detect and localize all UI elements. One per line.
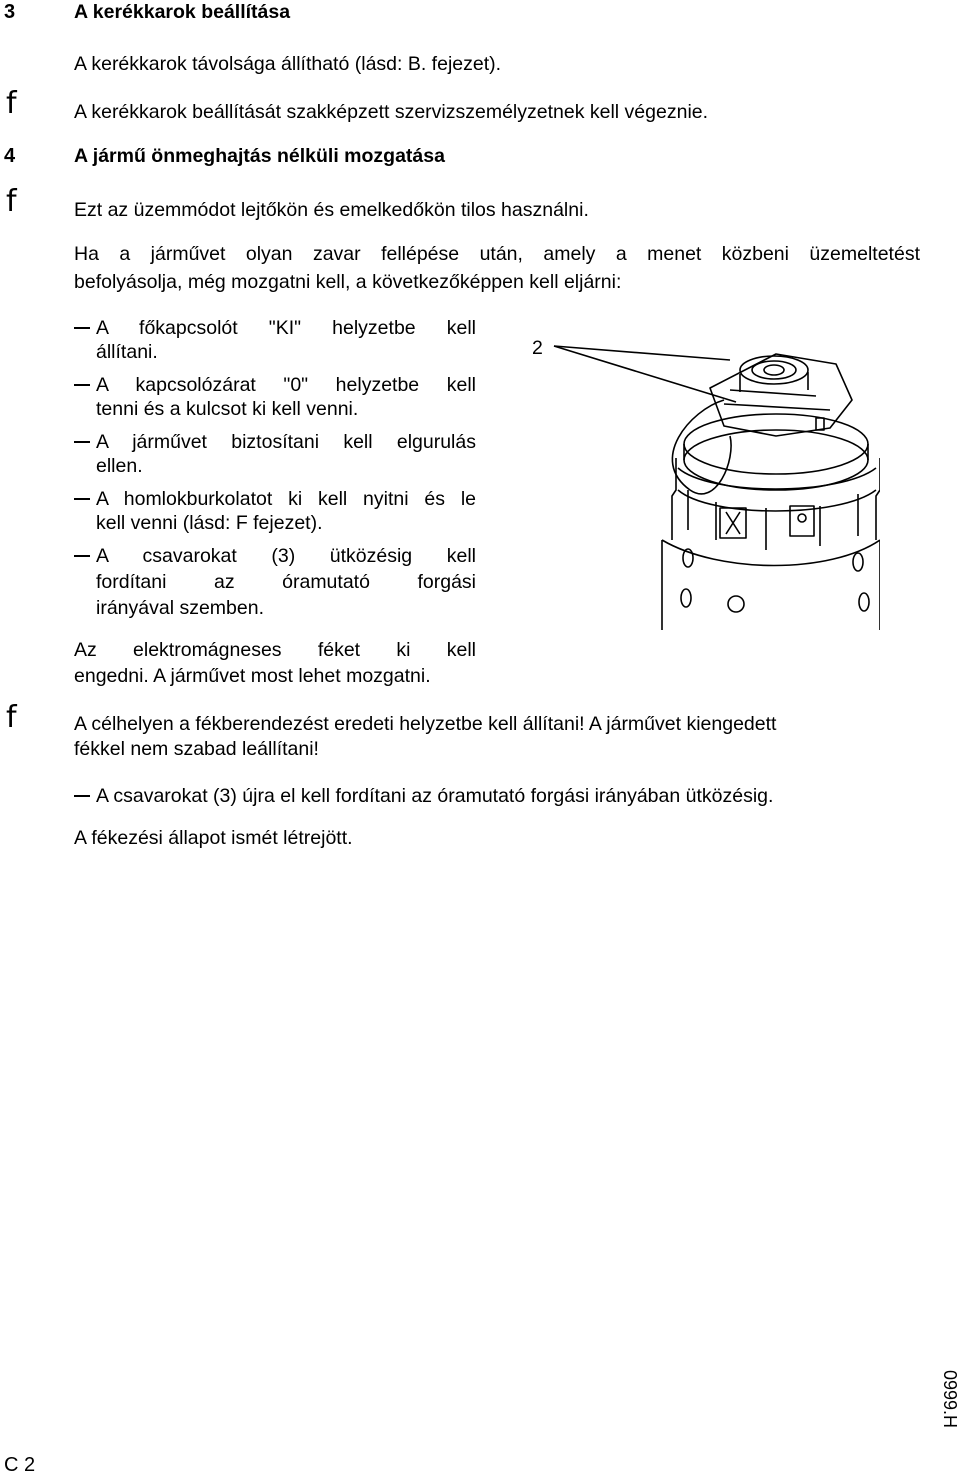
warning-icon: f	[6, 184, 17, 219]
step-4-line-1: A homlokburkolatot ki kell nyitni és le	[96, 488, 476, 510]
list-dash	[74, 441, 90, 443]
step-5-line-2: fordítani az óramutató forgási	[96, 571, 476, 593]
intro-line-1: Ha a járművet olyan zavar fellépése után, amely a menet közbeni üzemeltetést	[74, 243, 920, 265]
warning-icon: f	[6, 700, 17, 735]
final-warning-line-1: A célhelyen a fékberendezést eredeti helyzetbe kell állítani! A járművet kiengedett	[74, 713, 777, 735]
section-4-number: 4	[4, 145, 16, 167]
section-3-warning: A kerékkarok beállítását szakképzett szervizszemélyzetnek kell végeznie.	[74, 101, 709, 123]
step-1-line-2: állítani.	[96, 341, 158, 363]
result-text: A fékezési állapot ismét létrejött.	[74, 827, 353, 849]
release-line-2: engedni. A járművet most lehet mozgatni.	[74, 665, 431, 687]
list-dash	[74, 795, 90, 797]
final-warning-line-2: fékkel nem szabad leállítani!	[74, 738, 319, 760]
release-line-1: Az elektromágneses féket ki kell	[74, 639, 476, 661]
section-3-title: A kerékkarok beállítása	[74, 1, 291, 23]
figure-callout-label: 2	[532, 337, 543, 359]
section-4-title: A jármű önmeghajtás nélküli mozgatása	[74, 145, 445, 167]
step-5-line-3: irányával szemben.	[96, 597, 264, 619]
list-dash	[74, 498, 90, 500]
section-3-body: A kerékkarok távolsága állítható (lásd: B. fejezet).	[74, 53, 502, 75]
list-dash	[74, 555, 90, 557]
list-dash	[74, 327, 90, 329]
step-3-line-2: ellen.	[96, 455, 143, 477]
warning-icon: f	[6, 86, 17, 121]
step-3-line-1: A járművet biztosítani kell elgurulás	[96, 431, 476, 453]
page-number: C 2	[4, 1454, 36, 1476]
image-code: 0999.H	[940, 1370, 960, 1429]
section-4-warning: Ezt az üzemmódot lejtőkön és emelkedőkön tilos használni.	[74, 199, 589, 221]
reset-step: A csavarokat (3) újra el kell fordítani az óramutató forgási irányában ütközésig.	[96, 785, 774, 807]
step-4-line-2: kell venni (lásd: F fejezet).	[96, 512, 323, 534]
step-5-line-1: A csavarokat (3) ütközésig kell	[96, 545, 476, 567]
section-3-number: 3	[4, 1, 16, 23]
step-1-line-1: A főkapcsolót "KI" helyzetbe kell	[96, 317, 476, 339]
intro-line-2: befolyásolja, még mozgatni kell, a következőképpen kell eljárni:	[74, 271, 622, 293]
brake-assembly-figure	[540, 340, 880, 630]
list-dash	[74, 384, 90, 386]
step-2-line-1: A kapcsolózárat "0" helyzetbe kell	[96, 374, 476, 396]
step-2-line-2: tenni és a kulcsot ki kell venni.	[96, 398, 359, 420]
